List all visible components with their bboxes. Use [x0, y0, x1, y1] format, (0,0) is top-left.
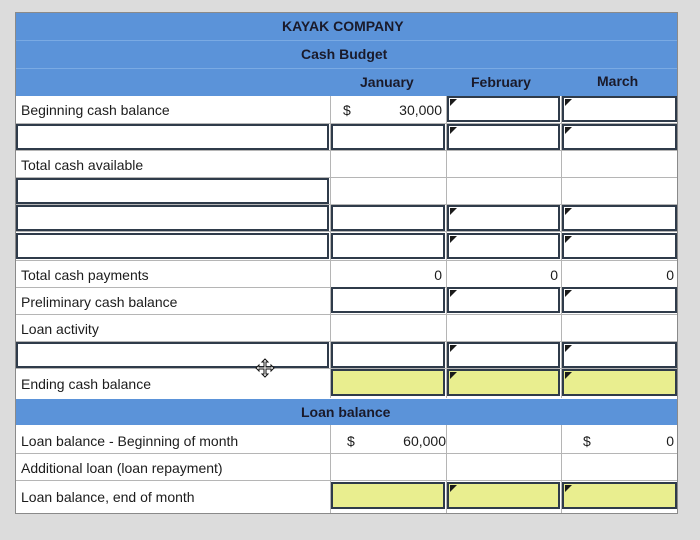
header-divider: [16, 68, 677, 69]
header-divider: [16, 40, 677, 41]
payment-march-input-2[interactable]: [562, 205, 677, 231]
beginning-cash-march-input[interactable]: [562, 96, 677, 122]
beginning-cash-january-value: 30,000: [399, 102, 442, 118]
preliminary-cash-march-input[interactable]: [562, 287, 677, 313]
dropdown-marker: [565, 485, 572, 492]
loan-activity-january-input[interactable]: [331, 342, 445, 368]
currency-symbol: $: [343, 102, 351, 118]
dropdown-marker: [450, 290, 457, 297]
preliminary-cash-balance-label: Preliminary cash balance: [21, 294, 178, 310]
dropdown-marker: [450, 485, 457, 492]
loan-activity-label-input[interactable]: [16, 342, 329, 368]
payment-february-input-3[interactable]: [447, 233, 560, 259]
total-cash-payments-label: Total cash payments: [21, 267, 149, 283]
beginning-cash-label: Beginning cash balance: [21, 102, 170, 118]
ending-cash-balance-label: Ending cash balance: [21, 376, 151, 392]
ending-cash-february-input[interactable]: [447, 369, 560, 396]
payment-label-input-3[interactable]: [16, 233, 329, 259]
dropdown-marker: [565, 290, 572, 297]
loan-activity-label: Loan activity: [21, 321, 99, 337]
loan-end-january-input[interactable]: [331, 482, 445, 509]
dropdown-marker: [565, 208, 572, 215]
payment-label-input-2[interactable]: [16, 205, 329, 231]
loan-beginning-march-value: 0: [666, 433, 674, 449]
loan-beginning-label: Loan balance - Beginning of month: [21, 433, 239, 449]
currency-symbol: $: [347, 433, 355, 449]
loan-end-label: Loan balance, end of month: [21, 489, 195, 505]
cash-receipts-label-input[interactable]: [16, 124, 329, 150]
payment-january-input-3[interactable]: [331, 233, 445, 259]
ending-cash-january-input[interactable]: [331, 369, 445, 396]
loan-section-title: Loan balance: [301, 404, 391, 420]
dropdown-marker: [565, 99, 572, 106]
dropdown-marker: [565, 345, 572, 352]
dropdown-marker: [450, 127, 457, 134]
payment-january-input-2[interactable]: [331, 205, 445, 231]
row-divider: [16, 453, 677, 454]
row-divider: [16, 260, 677, 261]
total-cash-payments-february: 0: [550, 267, 558, 283]
loan-beginning-january-value: 60,000: [403, 433, 446, 449]
additional-loan-label: Additional loan (loan repayment): [21, 460, 223, 476]
row-divider: [16, 314, 677, 315]
loan-end-march-input[interactable]: [562, 482, 677, 509]
total-cash-available-label: Total cash available: [21, 157, 144, 173]
loan-end-february-input[interactable]: [447, 482, 560, 509]
move-cursor-icon: [255, 358, 275, 378]
dropdown-marker: [450, 372, 457, 379]
cash-receipts-january-input[interactable]: [331, 124, 445, 150]
dropdown-marker: [565, 236, 572, 243]
company-name: KAYAK COMPANY: [282, 18, 404, 34]
payment-march-input-3[interactable]: [562, 233, 677, 259]
preliminary-cash-january-input[interactable]: [331, 287, 445, 313]
cash-receipts-march-input[interactable]: [562, 124, 677, 150]
dropdown-marker: [450, 99, 457, 106]
payment-label-input-1[interactable]: [16, 178, 329, 204]
row-divider: [16, 150, 677, 151]
total-cash-payments-march: 0: [666, 267, 674, 283]
payment-february-input-2[interactable]: [447, 205, 560, 231]
dropdown-marker: [450, 236, 457, 243]
beginning-cash-february-input[interactable]: [447, 96, 560, 122]
dropdown-marker: [450, 208, 457, 215]
dropdown-marker: [450, 345, 457, 352]
row-divider: [16, 231, 677, 232]
total-cash-payments-january: 0: [434, 267, 442, 283]
loan-activity-march-input[interactable]: [562, 342, 677, 368]
cash-receipts-february-input[interactable]: [447, 124, 560, 150]
preliminary-cash-february-input[interactable]: [447, 287, 560, 313]
cash-budget-sheet: [15, 12, 678, 514]
month-header-january: January: [360, 74, 414, 90]
month-header-march: March: [597, 73, 639, 89]
row-divider: [16, 480, 677, 481]
currency-symbol: $: [583, 433, 591, 449]
dropdown-marker: [565, 127, 572, 134]
dropdown-marker: [565, 372, 572, 379]
budget-title: Cash Budget: [301, 46, 388, 62]
ending-cash-march-input[interactable]: [562, 369, 677, 396]
month-header-february: February: [471, 74, 531, 90]
loan-activity-february-input[interactable]: [447, 342, 560, 368]
